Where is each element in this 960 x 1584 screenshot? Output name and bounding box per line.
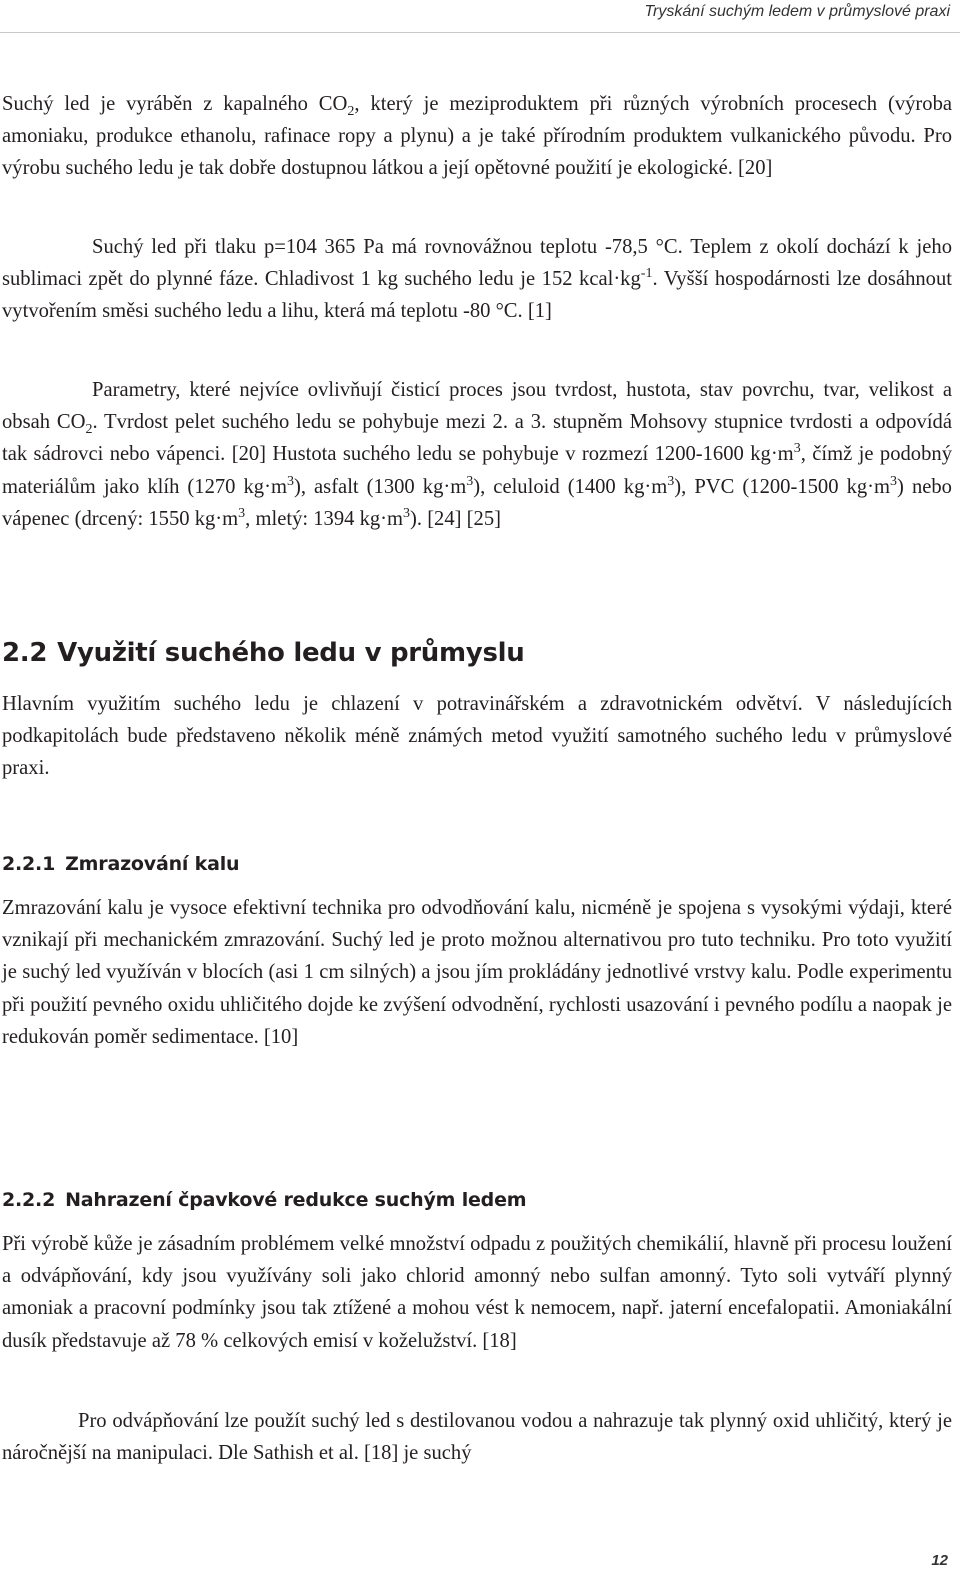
section-number: 2.2.1 bbox=[2, 853, 56, 875]
section-heading-2-2-1 bbox=[2, 850, 239, 878]
section-2-2-paragraph: Hlavním využitím suchého ledu je chlazení v potravinářském a zdravotnickém odvětví. V následujících podkapitolách bude představeno několik méně známých metod využití samotného suchého ledu v průmyslové praxi. bbox=[2, 693, 952, 780]
header-rule bbox=[0, 32, 960, 33]
page-number: 12 bbox=[931, 1552, 948, 1569]
intro-paragraph-2: Suchý led při tlaku p=104 365 Pa má rovnovážnou teplotu -78,5 °C. Teplem z okolí dochází k jeho sublimaci zpět do plynné fáze. Chladivost 1 kg suchého ledu je 152 $kcal\cdot kg^{-1}$. Vyšší hospodárnosti lze dosáhnout vytvořením směsi suchého ledu a lihu, která má teplotu -80 °C. [1] bbox=[2, 236, 952, 323]
running-header: Tryskání suchým ledem v průmyslové praxi bbox=[644, 3, 950, 20]
section-2-2-1-paragraph: Zmrazování kalu je vysoce efektivní technika pro odvodňování kalu, nicméně je spojena s vysokými výdaji, které vznikají při mechanickém zmrazování. Suchý led je proto možnou alternativou pro tuto techniku. Pro toto využití je suchý led využíván v blocích (asi 1 cm silných) a jsou jím prokládány jednotlivé vrstvy kalu. Podle experimentu při použití pevného oxidu uhličitého dojde ke zvýšení odvodnění, rychlosti usazování i pevného podílu a naopak je redukován poměr sedimentace. [10] bbox=[2, 897, 952, 1048]
section-2-2-2-paragraph-2: Pro odvápňování lze použít suchý led s destilovanou vodou a nahrazuje tak plynný oxid uhličitý, který je náročnější na manipulaci. Dle Sathish et al. [18] je suchý bbox=[2, 1410, 952, 1465]
section-title: Využití suchého ledu v průmyslu bbox=[57, 638, 525, 668]
section-title: Zmrazování kalu bbox=[65, 853, 240, 875]
intro-paragraph-3: Parametry, které nejvíce ovlivňují čisticí proces jsou tvrdost, hustota, stav povrchu, tvar, velikost a obsah $CO_2$. Tvrdost pelet suchého ledu se pohybuje mezi 2. a 3. stupněm Mohsovy stupnice tvrdosti a odpovídá tak sádrovci nebo vápenci. [20] Hustota suchého ledu se pohybuje v rozmezí 1200-1600 $kg\cdot m^3$, čímž je podobný materiálům jako klíh (1270 $kg\cdot m^3$), asfalt (1300 $kg\cdot m^3$), celuloid (1400 $kg\cdot m^3$), PVC (1200-1500 $kg\cdot m^3$) nebo vápenec (drcený: 1550 $kg\cdot m^3$, mletý: 1394 $kg\cdot m^3$). [24] [25] bbox=[2, 379, 952, 530]
section-number: 2.2.2 bbox=[2, 1189, 56, 1211]
section-heading-2-2-2 bbox=[2, 1186, 526, 1214]
section-heading-2-2 bbox=[2, 636, 524, 670]
section-number: 2.2 bbox=[2, 638, 48, 668]
section-title: Nahrazení čpavkové redukce suchým ledem bbox=[65, 1189, 527, 1211]
section-2-2-2-paragraph-1: Při výrobě kůže je zásadním problémem velké množství odpadu z použitých chemikálií, hlavně při procesu loužení a odvápňování, kdy jsou využívány soli jako chlorid amonný nebo sulfan amonný. Tyto soli vytváří plynný amoniak a pracovní podmínky jsou tak ztížené a mohou vést k nemocem, např. jaterní encefalopatii. Amoniakální dusík představuje až 78 % celkových emisí v koželužství. [18] bbox=[2, 1233, 952, 1352]
intro-paragraph-1: Suchý led je vyráběn z kapalného $CO_2$, který je meziproduktem při různých výrobních procesech (výroba amoniaku, produkce ethanolu, rafinace ropy a plynu) a je také přírodním produktem vulkanického původu. Pro výrobu suchého ledu je tak dobře dostupnou látkou a její opětovné použití je ekologické. [20] bbox=[2, 93, 952, 180]
